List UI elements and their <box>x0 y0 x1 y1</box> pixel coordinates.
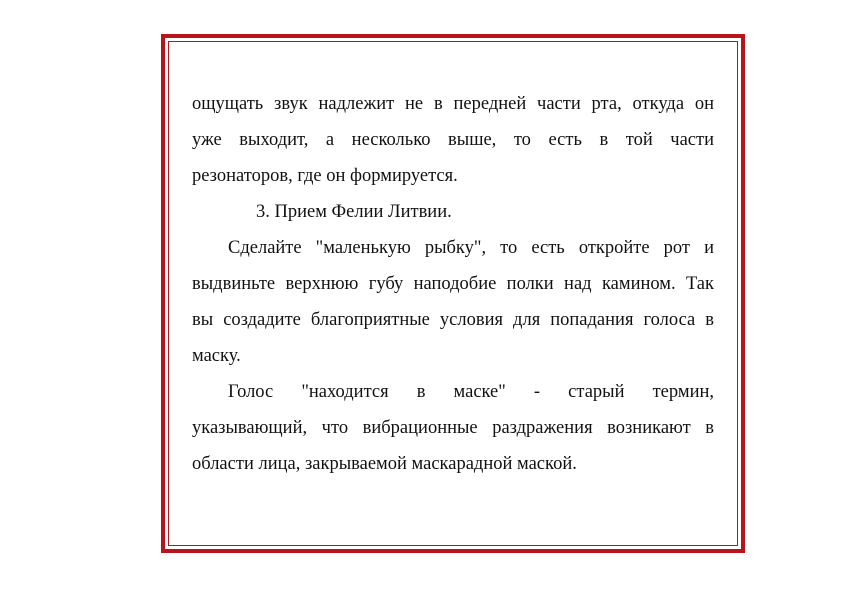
paragraph-line-9: Голос "находится в маске" - старый термин, <box>228 382 714 402</box>
paragraph-line-8: маску. <box>192 346 241 366</box>
paragraph-line-11: области лица, закрываемой маскарадной маской. <box>192 454 577 474</box>
paragraph-line-3: резонаторов, где он формируется. <box>192 166 458 186</box>
paragraph-line-7: вы создадите благоприятные условия для попадания голоса в <box>192 310 714 330</box>
paragraph-line-10: указывающий, что вибрационные раздражения возникают в <box>192 418 714 438</box>
paragraph-line-6: выдвиньте верхнюю губу наподобие полки над камином. Так <box>192 274 714 294</box>
paragraph-line-1: ощущать звук надлежит не в передней части рта, откуда он <box>192 94 714 114</box>
paragraph-line-5: Сделайте "маленькую рыбку", то есть откройте рот и <box>228 238 714 258</box>
paragraph-line-2: уже выходит, а несколько выше, то есть в той части <box>192 130 714 150</box>
section-heading: 3. Прием Фелии Литвии. <box>256 202 452 222</box>
text-block <box>192 86 714 482</box>
